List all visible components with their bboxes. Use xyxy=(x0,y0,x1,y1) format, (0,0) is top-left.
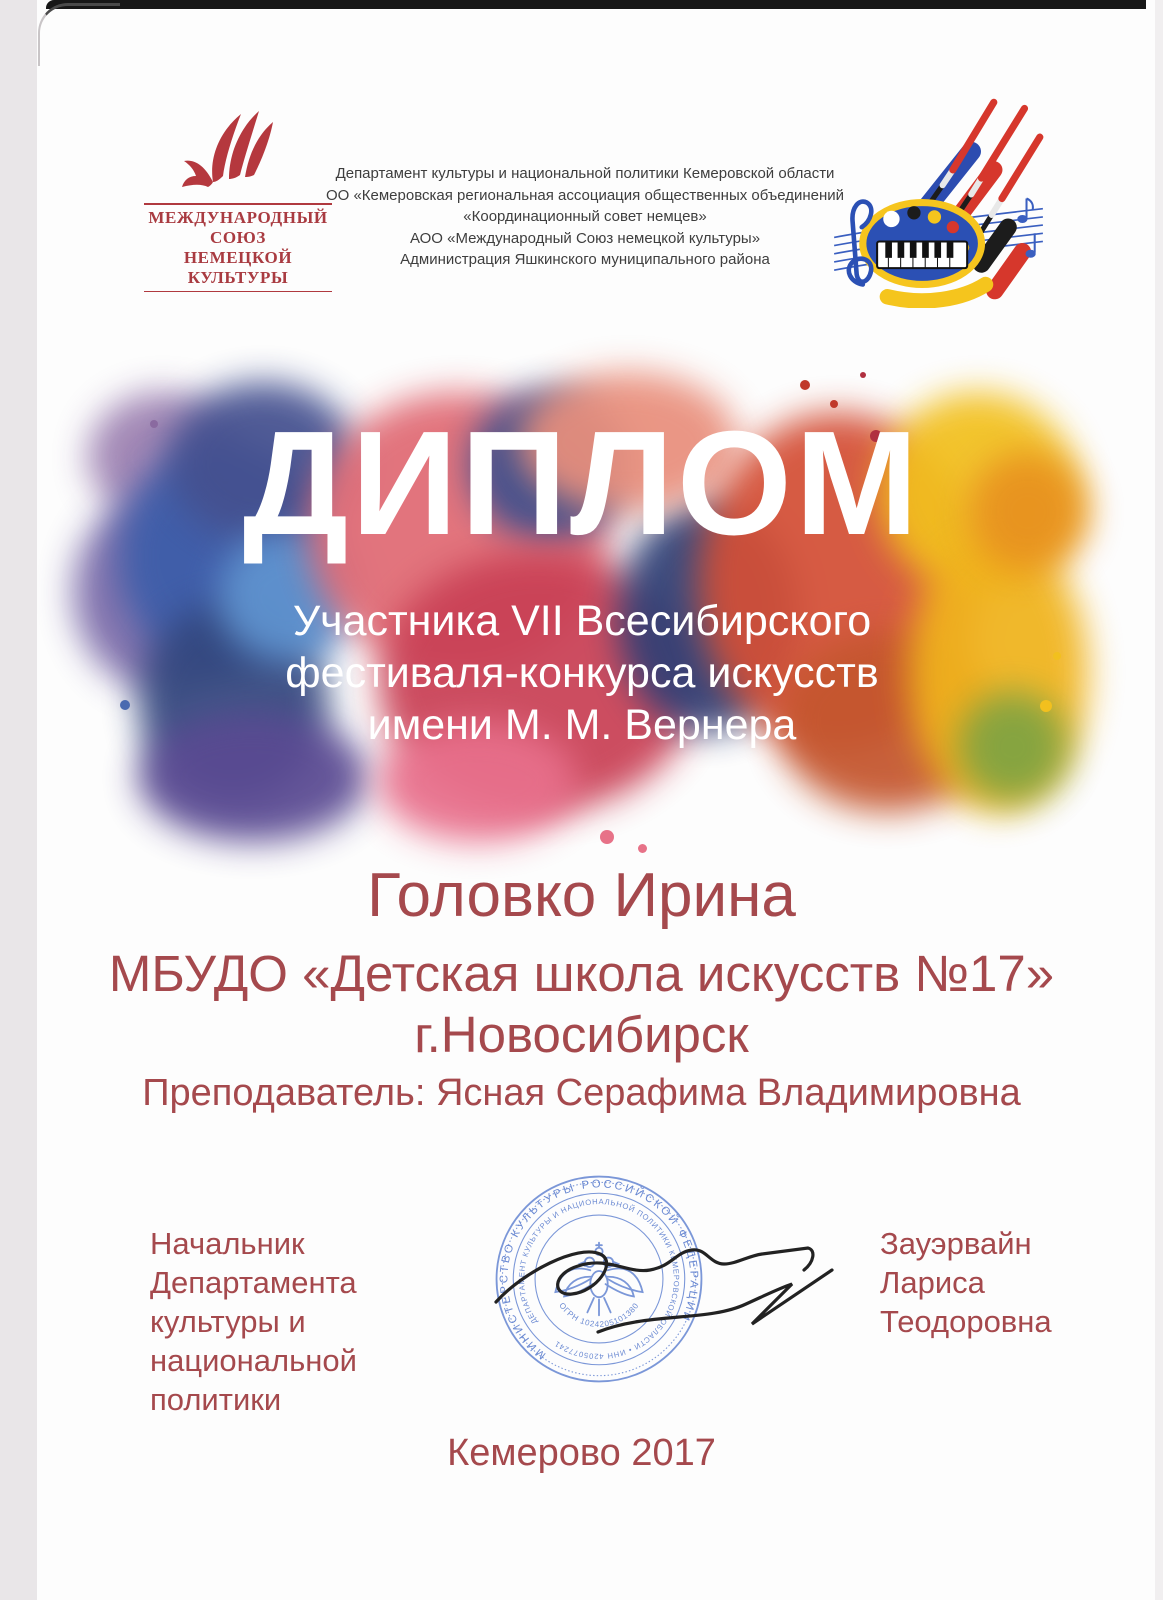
page-corner xyxy=(38,3,120,66)
signature-icon xyxy=(478,1204,844,1372)
org-line: ОО «Кемеровская региональная ассоциация общественных объединений xyxy=(325,186,845,204)
logo-line: МЕЖДУНАРОДНЫЙ xyxy=(148,207,328,227)
scan-edge-top xyxy=(46,0,1146,9)
organizers-block xyxy=(288,163,882,271)
logo-line: КУЛЬТУРЫ xyxy=(187,267,289,287)
org-line: Администрация Яшкинского муниципального района xyxy=(400,251,770,268)
stamp-outer-ring-text: МИНИСТЕРСТВО КУЛЬТУРЫ РОССИЙСКОЙ ФЕДЕРАЦИИ xyxy=(498,1178,700,1362)
paint-spatter-dot xyxy=(800,380,810,390)
recipient-name: Головко Ирина xyxy=(367,861,796,930)
dove-wings-icon xyxy=(175,104,301,200)
signatory-position-line: культуры и национальной xyxy=(150,1304,357,1378)
stamp-inner-ring-text: ДЕПАРТАМЕНТ КУЛЬТУРЫ И НАЦИОНАЛЬНОЙ ПОЛИТИКИ КЕМЕРОВСКОЙ ОБЛАСТИ • ИНН 4205077241 xyxy=(517,1197,681,1361)
org-line: Департамент культуры и национальной политики Кемеровской области xyxy=(335,165,835,182)
signatory-name-line: Зауэрвайн xyxy=(880,1226,1032,1261)
logo-line: СОЮЗ xyxy=(209,227,266,247)
paint-spatter-dot xyxy=(638,844,647,853)
signatory-position-line: политики xyxy=(150,1382,282,1417)
org-line: АОО «Международный Союз немецкой культуры» xyxy=(409,229,761,247)
signatory-name xyxy=(880,1224,1120,1341)
subtitle-line: имени М. М. Вернера xyxy=(367,701,797,749)
scan-edge-left xyxy=(0,0,37,1600)
city-year: Кемерово 2017 xyxy=(447,1432,716,1474)
subtitle-line: фестиваля-конкурса искусств xyxy=(285,649,879,697)
recipient-teacher: Преподаватель: Ясная Серафима Владимировна xyxy=(142,1072,1021,1114)
recipient-city: г.Новосибирск xyxy=(414,1006,749,1063)
signatory-name-line: Лариса xyxy=(880,1265,985,1300)
music-art-logo-icon xyxy=(828,88,1048,308)
logo-line: НЕМЕЦКОЙ xyxy=(183,247,293,267)
stamp-ogrn-text: ОГРН 1024205101380 xyxy=(557,1301,641,1329)
diploma-title: ДИПЛОМ xyxy=(242,401,922,566)
signature-autograph xyxy=(478,1204,844,1372)
signatory-position-line: Начальник Департамента xyxy=(150,1226,357,1300)
diploma-subtitle xyxy=(78,595,1086,751)
paint-spatter-dot xyxy=(600,830,614,844)
festival-art-music-logo xyxy=(828,88,1048,308)
scan-edge-right xyxy=(1155,0,1163,1600)
watercolor-banner xyxy=(78,352,1086,857)
subtitle-line: Участника VII Всесибирского xyxy=(292,597,872,645)
signatory-name-line: Теодоровна xyxy=(880,1304,1052,1339)
signatory-position xyxy=(150,1224,510,1419)
org-line: «Координационный совет немцев» xyxy=(463,208,707,225)
logo-divider xyxy=(144,291,332,293)
paint-spatter-dot xyxy=(860,372,866,378)
recipient-school: МБУДО «Детская школа искусств №17» xyxy=(108,945,1055,1002)
